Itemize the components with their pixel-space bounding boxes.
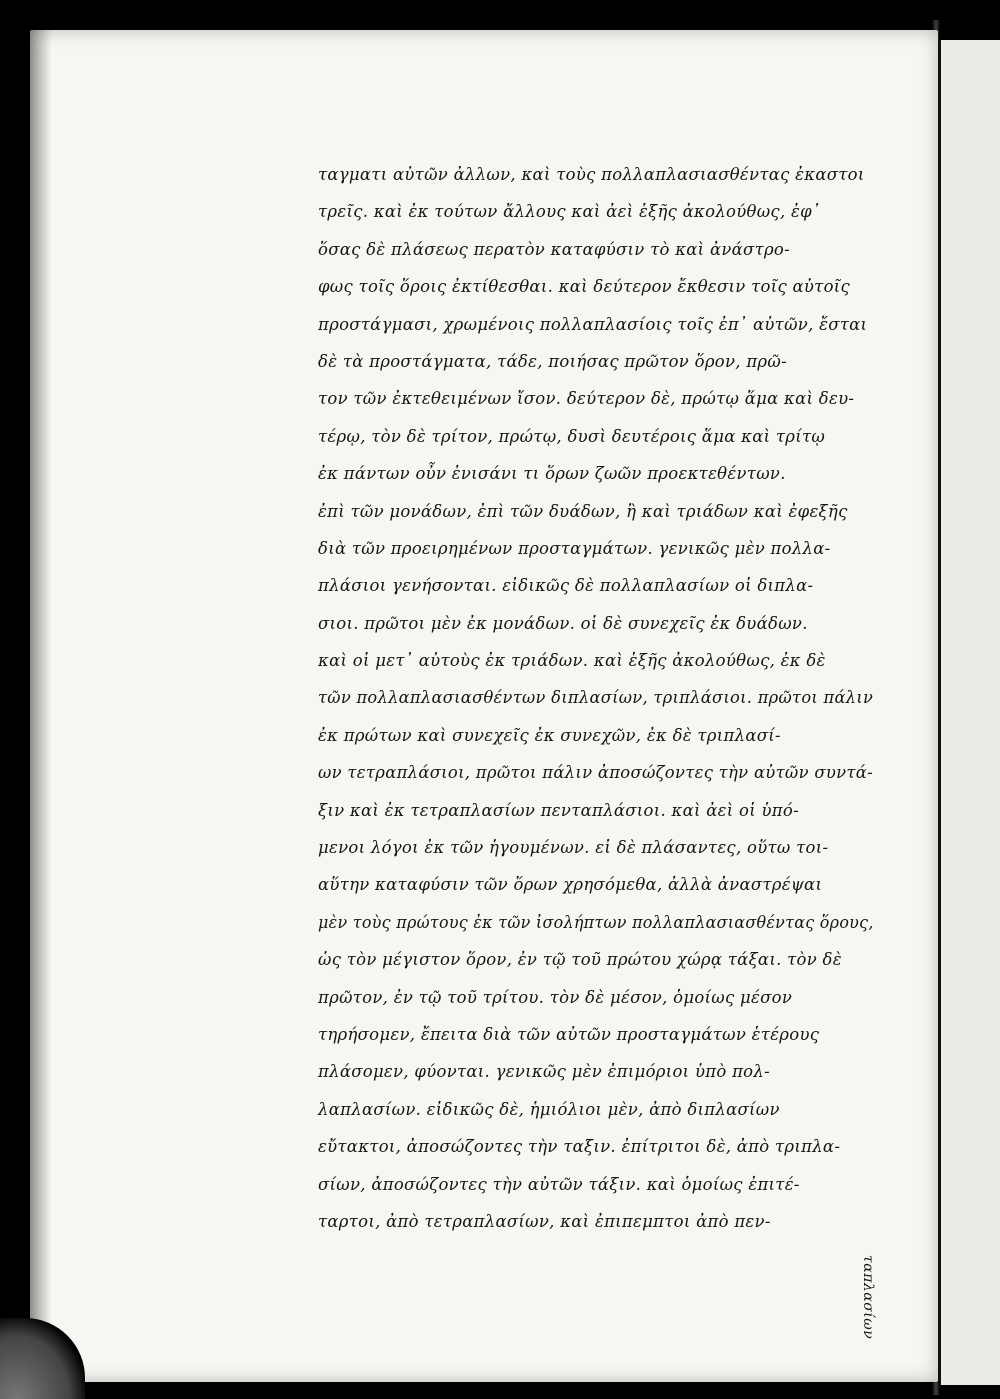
text-line: ταγματι αὐτῶν ἀλλων, καὶ τοὺς πολλαπλασιασθέντας ἐκαστοι	[318, 165, 865, 184]
text-line: τέρῳ, τὸν δὲ τρίτον, πρώτῳ, δυσὶ δευτέροις ἅμα καὶ τρίτῳ	[318, 426, 826, 446]
text-block	[318, 156, 878, 1240]
text-line: τῶν πολλαπλασιασθέντων διπλασίων, τριπλάσιοι. πρῶτοι πάλιν	[318, 688, 874, 708]
page-shadow	[30, 30, 52, 1382]
text-line: ὡς τὸν μέγιστον ὅρον, ἐν τῷ τοῦ πρώτου χώρᾳ τάξαι. τὸν δὲ	[318, 950, 842, 970]
text-line: αὕτην καταφύσιν τῶν ὅρων χρησόμεθα, ἀλλὰ ἀναστρέψαι	[318, 875, 823, 895]
text-line: φως τοῖς ὅροις ἐκτίθεσθαι. καὶ δεύτερον ἔκθεσιν τοῖς αὐτοῖς	[318, 277, 851, 297]
text-line: πλάσιοι γενήσονται. εἰδικῶς δὲ πολλαπλασίων οἱ διπλα-	[318, 576, 814, 596]
facing-page-edge	[938, 40, 1000, 1385]
text-line: πλάσομεν, φύονται. γενικῶς μὲν ἐπιμόριοι ὑπὸ πολ-	[318, 1062, 770, 1082]
text-line: σίων, ἀποσώζοντες τὴν αὐτῶν τάξιν. καὶ ὁμοίως ἐπιτέ-	[318, 1174, 800, 1194]
text-line: δὲ τὰ προστάγματα, τάδε, ποιήσας πρῶτον ὅρον, πρῶ-	[318, 351, 787, 371]
text-line: σιοι. πρῶτοι μὲν ἐκ μονάδων. οἱ δὲ συνεχεῖς ἐκ δυάδων.	[318, 613, 808, 633]
text-line: ἐκ πρώτων καὶ συνεχεῖς ἐκ συνεχῶν, ἐκ δὲ τριπλασί-	[318, 725, 781, 745]
text-line: εὔτακτοι, ἀποσώζοντες τὴν ταξιν. ἐπίτριτοι δὲ, ἀπὸ τριπλα-	[318, 1137, 841, 1157]
catchword: ταπλασίων	[860, 1255, 876, 1340]
text-line: ξιν καὶ ἐκ τετραπλασίων πενταπλάσιοι. καὶ ἀεὶ οἱ ὑπό-	[318, 800, 799, 820]
text-line: λαπλασίων. εἰδικῶς δὲ, ἡμιόλιοι μὲν, ἀπὸ διπλασίων	[318, 1099, 780, 1119]
text-line: ων τετραπλάσιοι, πρῶτοι πάλιν ἀποσώζοντες τὴν αὐτῶν συντά-	[318, 763, 873, 783]
text-line: τον τῶν ἐκτεθειμένων ἴσον. δεύτερον δὲ, πρώτῳ ἅμα καὶ δευ-	[318, 389, 855, 409]
text-line: διὰ τῶν προειρημένων προσταγμάτων. γενικῶς μὲν πολλα-	[318, 538, 831, 558]
text-line: τρεῖς. καὶ ἐκ τούτων ἄλλους καὶ ἀεὶ ἑξῆς ἀκολούθως, ἐφ᾽	[318, 202, 821, 222]
text-line: ἐκ πάντων οὖν ἐνισάνι τι ὅρων ζωῶν προεκτεθέντων.	[318, 464, 786, 484]
text-line: ἐπὶ τῶν μονάδων, ἐπὶ τῶν δυάδων, ἢ καὶ τριάδων καὶ ἐφεξῆς	[318, 501, 848, 521]
text-line: πρῶτον, ἐν τῷ τοῦ τρίτου. τὸν δὲ μέσον, ὁμοίως μέσον	[318, 987, 793, 1007]
text-line: καὶ οἱ μετ᾽ αὐτοὺς ἐκ τριάδων. καὶ ἑξῆς ἀκολούθως, ἐκ δὲ	[318, 651, 826, 671]
text-line: μὲν τοὺς πρώτους ἐκ τῶν ἰσολήπτων πολλαπλασιασθέντας ὅρους,	[318, 912, 874, 932]
text-line: προστάγμασι, χρωμένοις πολλαπλασίοις τοῖς ἐπ᾽ αὐτῶν, ἔσται	[318, 314, 868, 334]
text-line: τηρήσομεν, ἔπειτα διὰ τῶν αὐτῶν προσταγμάτων ἑτέρους	[318, 1024, 820, 1044]
text-line: ὅσας δὲ πλάσεως περατὸν καταφύσιν τὸ καὶ ἀνάστρο-	[318, 239, 790, 259]
text-line: ταρτοι, ἀπὸ τετραπλασίων, καὶ ἐπιπεμπτοι ἀπὸ πεν-	[318, 1211, 771, 1231]
text-line: μενοι λόγοι ἐκ τῶν ἡγουμένων. εἰ δὲ πλάσαντες, οὕτω τοι-	[318, 838, 829, 858]
